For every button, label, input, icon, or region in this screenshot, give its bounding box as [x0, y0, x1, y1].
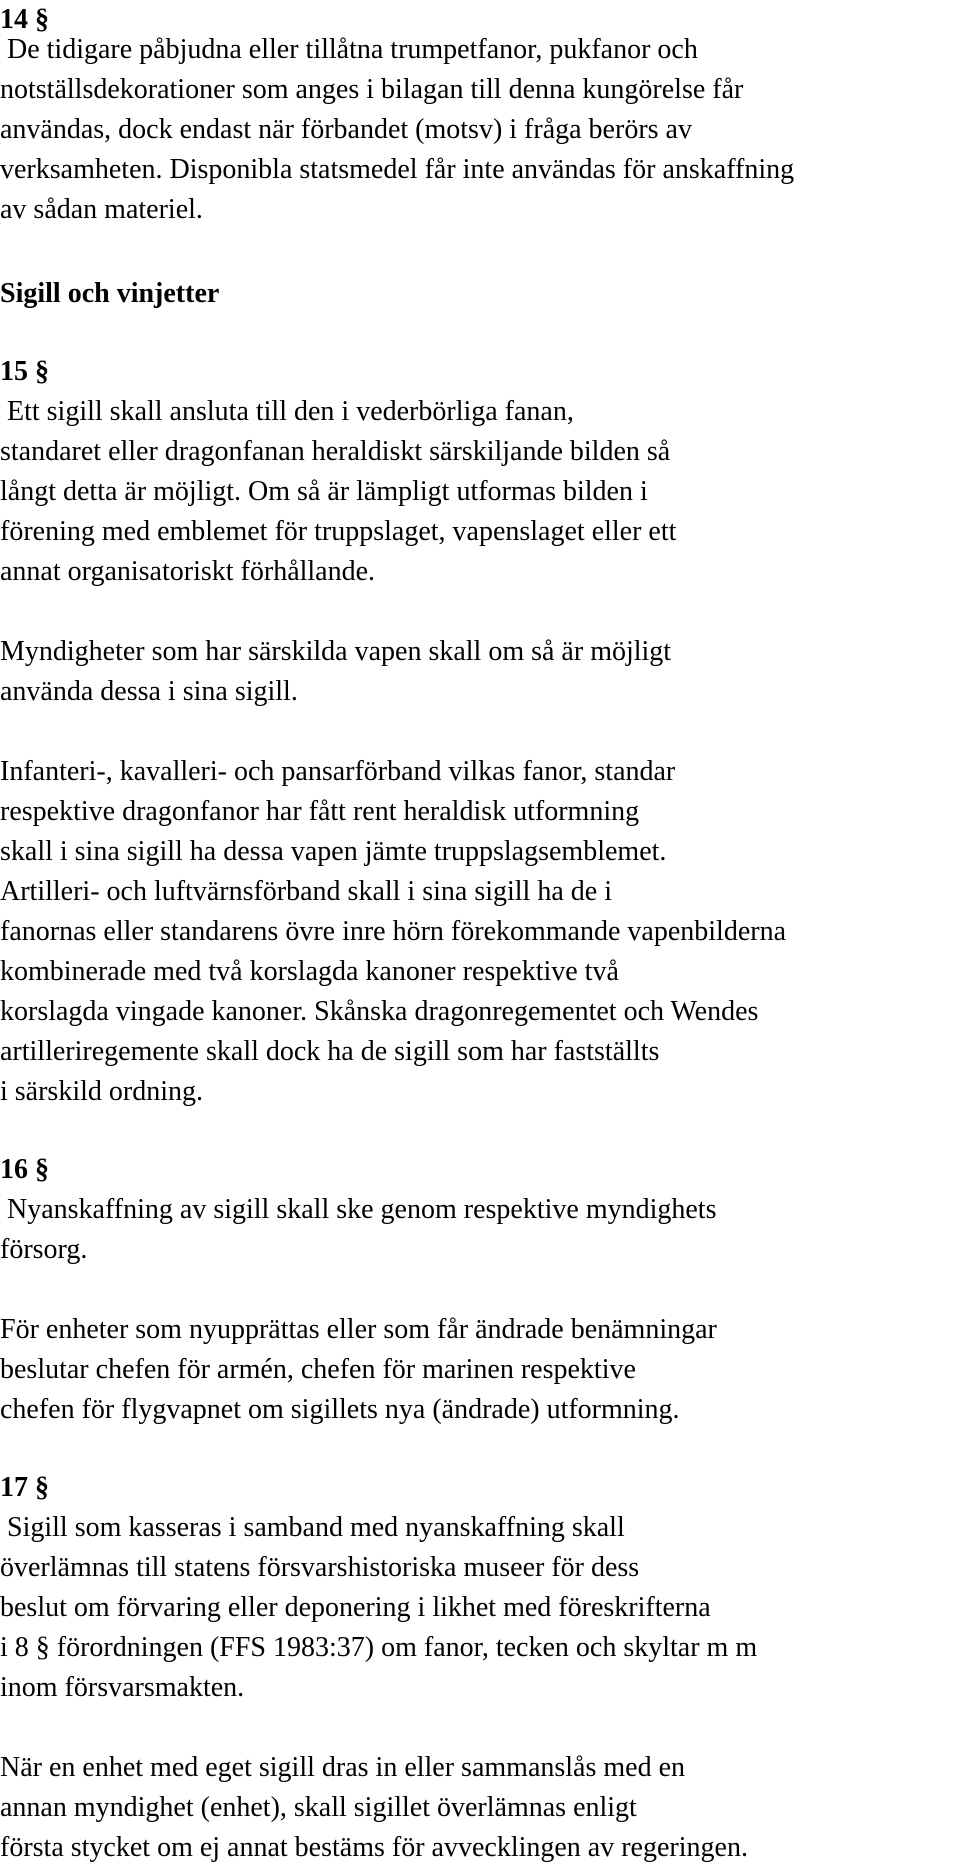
text-line: första stycket om ej annat bestäms för avvecklingen av regeringen. [0, 1832, 748, 1863]
text-line: långt detta är möjligt. Om så är lämpligt utformas bilden i [0, 476, 648, 507]
text-line: respektive dragonfanor har fått rent heraldisk utformning [0, 796, 640, 827]
text-line: Ett sigill skall ansluta till den i vederbörliga fanan, [0, 396, 574, 427]
text-line: verksamheten. Disponibla statsmedel får inte användas för anskaffning [0, 154, 795, 185]
text-line: förening med emblemet för truppslaget, vapenslaget eller ett [0, 516, 677, 547]
section-heading: Sigill och vinjetter [0, 278, 220, 309]
text-line: standaret eller dragonfanan heraldiskt särskiljande bilden så [0, 436, 671, 467]
text-line: skall i sina sigill ha dessa vapen jämte truppslagsemblemet. [0, 836, 667, 867]
text-line: Infanteri-, kavalleri- och pansarförband vilkas fanor, standar [0, 756, 676, 787]
text-line: De tidigare påbjudna eller tillåtna trumpetfanor, pukfanor och [0, 34, 698, 65]
text-line: i särskild ordning. [0, 1076, 203, 1107]
section-15-number: 15 § [0, 356, 49, 387]
section-15-paragraph-1 [0, 392, 676, 592]
section-14-paragraph [0, 30, 794, 230]
text-line: annat organisatoriskt förhållande. [0, 556, 376, 587]
text-line: annan myndighet (enhet), skall sigillet överlämnas enligt [0, 1792, 637, 1823]
text-line: notställsdekorationer som anges i bilagan till denna kungörelse får [0, 74, 744, 105]
text-line: artilleriregemente skall dock ha de sigill som har fastställts [0, 1036, 660, 1067]
text-line: använda dessa i sina sigill. [0, 676, 298, 707]
section-14-number: 14 § [0, 4, 49, 35]
text-line: För enheter som nyupprättas eller som får ändrade benämningar [0, 1314, 717, 1345]
text-line: Artilleri- och luftvärnsförband skall i sina sigill ha de i [0, 876, 612, 907]
text-line: inom försvarsmakten. [0, 1672, 245, 1703]
text-line: Nyanskaffning av sigill skall ske genom respektive myndighets [0, 1194, 717, 1225]
text-line: chefen för flygvapnet om sigillets nya (ändrade) utformning. [0, 1394, 680, 1425]
section-17-paragraph-2 [0, 1748, 748, 1868]
text-line: kombinerade med två korslagda kanoner respektive två [0, 956, 619, 987]
text-line: i 8 § förordningen (FFS 1983:37) om fanor, tecken och skyltar m m [0, 1632, 758, 1663]
text-line: Sigill som kasseras i samband med nyanskaffning skall [0, 1512, 625, 1543]
text-line: överlämnas till statens försvarshistoriska museer för dess [0, 1552, 640, 1583]
section-15-paragraph-3 [0, 752, 786, 1112]
section-15-paragraph-2 [0, 632, 671, 712]
text-line: försorg. [0, 1234, 88, 1265]
text-line: beslutar chefen för armén, chefen för marinen respektive [0, 1354, 636, 1385]
section-17-number: 17 § [0, 1472, 49, 1503]
section-16-number: 16 § [0, 1154, 49, 1185]
text-line: av sådan materiel. [0, 194, 203, 225]
section-17-paragraph-1 [0, 1508, 757, 1708]
text-line: Myndigheter som har särskilda vapen skall om så är möjligt [0, 636, 672, 667]
section-16-paragraph-2 [0, 1310, 717, 1430]
text-line: beslut om förvaring eller deponering i likhet med föreskrifterna [0, 1592, 711, 1623]
text-line: användas, dock endast när förbandet (motsv) i fråga berörs av [0, 114, 692, 145]
section-16-paragraph-1 [0, 1190, 716, 1270]
text-line: fanornas eller standarens övre inre hörn förekommande vapenbilderna [0, 916, 787, 947]
text-line: När en enhet med eget sigill dras in eller sammanslås med en [0, 1752, 686, 1783]
text-line: korslagda vingade kanoner. Skånska dragonregementet och Wendes [0, 996, 759, 1027]
